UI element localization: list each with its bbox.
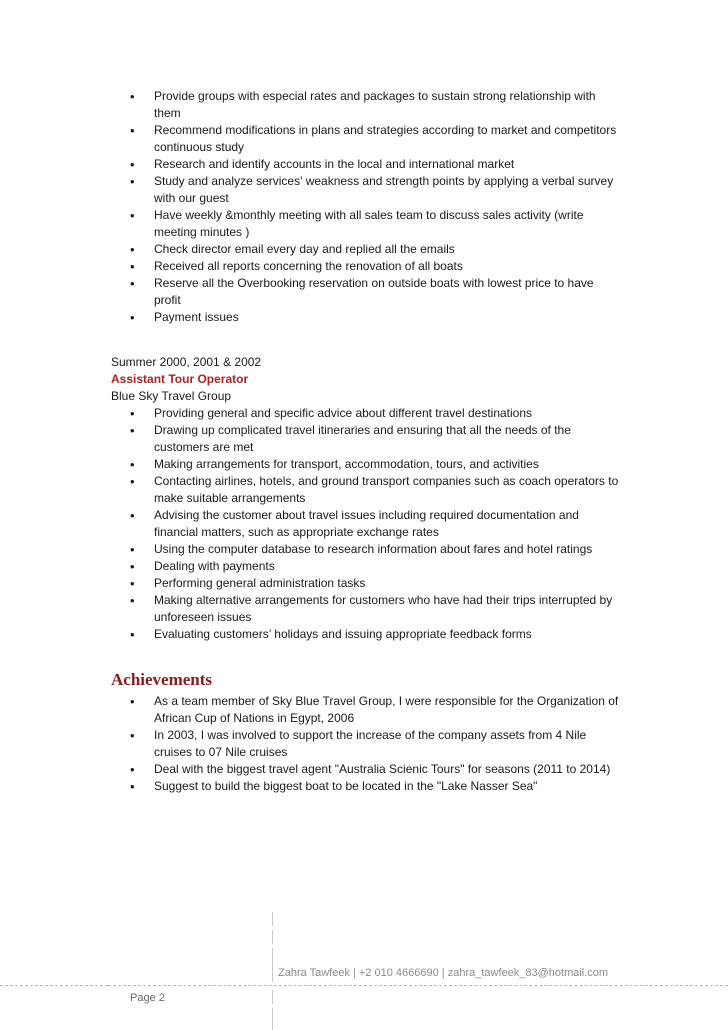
list-item: • Dealing with payments xyxy=(111,558,621,575)
job-bullet-list xyxy=(111,405,621,643)
company-name: Blue Sky Travel Group xyxy=(111,389,232,403)
list-item: • Using the computer database to research information about fares and hotel ratings xyxy=(111,541,621,558)
footer-divider-segment xyxy=(272,990,273,1004)
page-number: Page 2 xyxy=(130,992,165,1004)
footer-contact: Zahra Tawfeek | +2 010 4666690 | zahra_tawfeek_83@hotmail.com xyxy=(278,967,609,979)
list-item: • Deal with the biggest travel agent "Australia Scienic Tours" for seasons (2011 to 2014) xyxy=(111,761,621,778)
footer-divider-segment xyxy=(272,912,273,926)
list-item: • Making arrangements for transport, accommodation, tours, and activities xyxy=(111,456,621,473)
list-item: • Check director email every day and replied all the emails xyxy=(111,241,621,258)
list-item: • As a team member of Sky Blue Travel Group, I were responsible for the Organization of African Cup of Nations in Egypt, 2006 xyxy=(111,693,621,727)
list-item: • Have weekly &monthly meeting with all sales team to discuss sales activity (write meeting minutes ) xyxy=(111,207,621,241)
footer-divider-segment xyxy=(272,1008,273,1030)
job-title: Assistant Tour Operator xyxy=(111,372,249,386)
achievements-heading: Achievements xyxy=(111,670,213,689)
list-item: • Performing general administration tasks xyxy=(111,575,621,592)
list-item: • Study and analyze services' weakness and strength points by applying a verbal survey with our guest xyxy=(111,173,621,207)
list-item: • Payment issues xyxy=(111,309,621,326)
footer-divider-segment xyxy=(272,948,273,982)
list-item: • Advising the customer about travel issues including required documentation and financial matters, such as appropriate exchange rates xyxy=(111,507,621,541)
list-item: • Received all reports concerning the renovation of all boats xyxy=(111,258,621,275)
list-item: • Recommend modifications in plans and strategies according to market and competitors continuous study xyxy=(111,122,621,156)
achievements-bullet-list xyxy=(111,693,621,795)
list-item: • Drawing up complicated travel itineraries and ensuring that all the needs of the customers are met xyxy=(111,422,621,456)
page-content xyxy=(111,88,621,795)
list-item: • Evaluating customers’ holidays and issuing appropriate feedback forms xyxy=(111,626,621,643)
list-item: • Making alternative arrangements for customers who have had their trips interrupted by unforeseen issues xyxy=(111,592,621,626)
list-item: • In 2003, I was involved to support the increase of the company assets from 4 Nile cruises to 07 Nile cruises xyxy=(111,727,621,761)
list-item: • Contacting airlines, hotels, and ground transport companies such as coach operators to make suitable arrangements xyxy=(111,473,621,507)
list-item: • Suggest to build the biggest boat to be located in the "Lake Nasser Sea" xyxy=(111,778,621,795)
list-item: • Providing general and specific advice about different travel destinations xyxy=(111,405,621,422)
previous-role-bullet-list xyxy=(111,88,621,326)
job-period: Summer 2000, 2001 & 2002 xyxy=(111,355,262,369)
footer-rule xyxy=(0,985,108,986)
footer-divider-segment xyxy=(272,930,273,944)
list-item: • Reserve all the Overbooking reservation on outside boats with lowest price to have profit xyxy=(111,275,621,309)
list-item: • Research and identify accounts in the local and international market xyxy=(111,156,621,173)
list-item: • Provide groups with especial rates and packages to sustain strong relationship with them xyxy=(111,88,621,122)
footer-rule xyxy=(108,985,728,986)
